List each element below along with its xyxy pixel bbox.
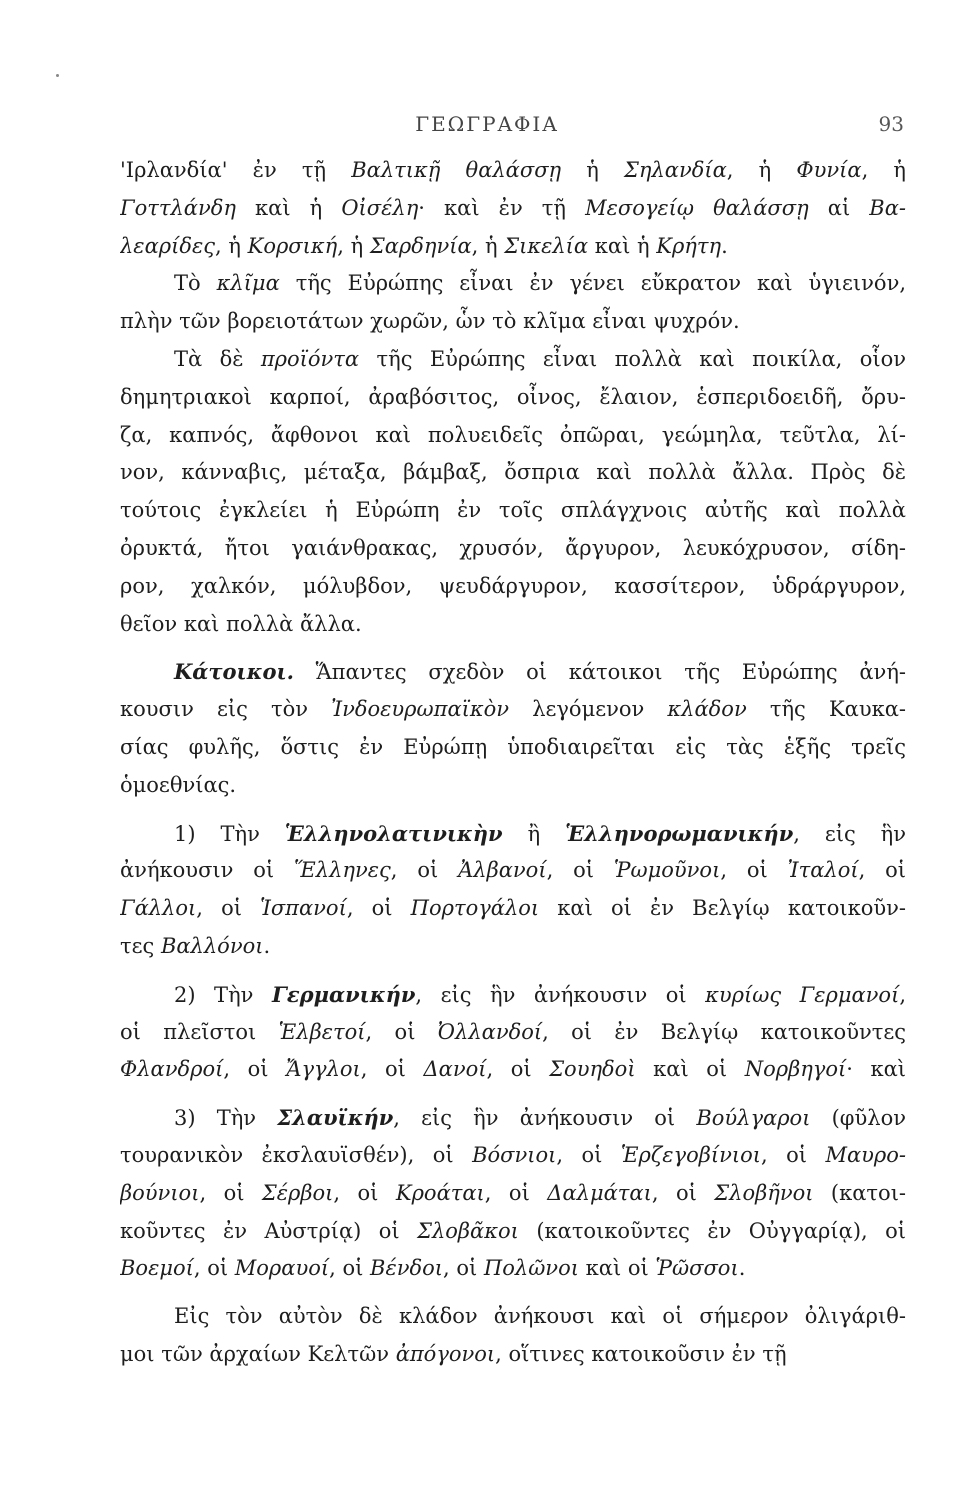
text-run: τούτοις ἐγκλείει ἡ Εὐρώπη ἐν τοῖς σπλάγχνοις αὐτῆς καὶ πολλὰ <box>120 498 906 523</box>
italic-run: Φλανδροί <box>120 1057 224 1082</box>
text-line <box>120 729 906 767</box>
text-line <box>120 852 906 890</box>
text-line <box>120 691 906 729</box>
italic-run: Ἄγγλοι <box>286 1057 361 1082</box>
italic-run: Γοττλάνδη <box>120 195 236 220</box>
italic-run: Φυνία <box>796 158 862 182</box>
text-run: , οἱ <box>199 1180 262 1205</box>
italic-run: Μεσογείῳ θαλάσσῃ <box>585 195 809 220</box>
text-run: οἱ πλεῖστοι <box>120 1019 279 1044</box>
text-run: νον, κάνναβις, μέταξα, βάμβαξ, ὄσπρια καὶ πολλὰ ἄλλα. Πρὸς δὲ <box>120 460 906 485</box>
text-run: , <box>899 982 906 1007</box>
text-line <box>120 265 906 303</box>
bold-italic-run: Κάτοικοι. <box>174 659 294 685</box>
text-line <box>120 228 906 266</box>
italic-run: Ἑρζεγοβίνιοι <box>620 1142 761 1167</box>
text-run: , εἰς ἣν ἀνήκουσιν οἱ <box>415 982 706 1007</box>
text-run: 'Ιρλανδία' ἐν τῇ <box>120 158 352 182</box>
text-run: , οἱ <box>223 1057 287 1082</box>
italic-run: Κροάται <box>395 1180 485 1205</box>
italic-run: Ἰνδοευρωπαϊκὸν <box>331 697 510 722</box>
italic-run: ἀπόγονοι <box>395 1341 496 1366</box>
text-run: καὶ οἱ <box>635 1057 745 1082</box>
italic-run: Γάλλοι <box>120 896 197 921</box>
italic-run: Ῥῶσσοι <box>655 1256 739 1281</box>
text-run: θεῖον καὶ πολλὰ ἄλλα. <box>120 611 362 636</box>
italic-run: Ὀλλανδοί <box>437 1019 543 1044</box>
italic-run: Σλοβῆνοι <box>714 1180 814 1205</box>
italic-run: κλάδον <box>667 697 747 722</box>
italic-run: Ἀλβανοί <box>458 858 547 883</box>
text-line <box>120 890 906 928</box>
italic-run: Σηλανδία <box>624 158 727 182</box>
text-line <box>120 1298 906 1336</box>
text-run: , οἱ <box>443 1256 484 1281</box>
text-run: λεγόμενον <box>509 697 668 722</box>
text-run: Τὰ δὲ <box>174 346 261 371</box>
text-line <box>120 1175 906 1213</box>
text-run: . <box>738 1256 746 1281</box>
italic-run: Ἰταλοί <box>787 858 859 883</box>
text-run: Εἰς τὸν αὐτὸν δὲ κλάδον ἀνήκουσι καὶ οἱ σήμερον ὀλιγάριθ- <box>174 1304 906 1329</box>
text-line <box>120 530 906 568</box>
text-run: (κατοικοῦντες ἐν Οὐγγαρίᾳ), οἱ <box>518 1218 906 1243</box>
italic-run: Βόσνιοι <box>472 1142 557 1167</box>
text-line <box>120 303 906 341</box>
text-line <box>120 1250 906 1288</box>
italic-run: Κρήτη <box>656 233 722 258</box>
text-run: , οἱ <box>196 896 261 921</box>
text-run: , ἡ <box>337 233 370 258</box>
text-run: , οἱ <box>346 896 411 921</box>
text-run: , εἰς ἣν <box>793 821 906 846</box>
italic-run: Οἰσέλη <box>341 195 419 220</box>
text-line <box>120 1051 906 1089</box>
line-gap <box>120 805 906 815</box>
text-run: τες <box>120 933 161 958</box>
text-line <box>120 492 906 530</box>
text-run: καὶ οἱ <box>578 1256 656 1281</box>
text-line <box>120 152 906 190</box>
text-run: · καὶ <box>846 1057 906 1082</box>
bold-italic-run: Γερμανικήν <box>271 981 416 1007</box>
text-run: 1) Τὴν <box>174 821 285 846</box>
text-line <box>120 341 906 379</box>
bold-italic-run: Ἑλληνορωμανικήν <box>565 820 794 846</box>
text-run: τῆς Καυκα- <box>746 697 906 722</box>
text-run: αἱ <box>808 195 870 220</box>
italic-run: Δανοί <box>423 1057 487 1082</box>
text-line <box>120 928 906 966</box>
text-run: , οἱ <box>858 858 906 883</box>
italic-run: κλῖμα <box>216 271 280 296</box>
text-line <box>120 1213 906 1251</box>
italic-run: Ἕλληνες <box>294 858 391 883</box>
text-line <box>120 568 906 606</box>
text-run: Ἅπαντες σχεδὸν οἱ κάτοικοι τῆς Εὐρώπης ἀνή- <box>293 660 906 685</box>
text-run: ἢ <box>502 821 566 846</box>
text-line <box>120 454 906 492</box>
italic-run: Σουηδοὶ <box>549 1057 636 1082</box>
italic-run: Βούλγαροι <box>696 1106 811 1131</box>
text-run: , οἱ <box>360 1057 424 1082</box>
italic-run: Βοεμοί <box>120 1256 194 1281</box>
text-run: πλὴν τῶν βορειοτάτων χωρῶν, ὧν τὸ κλῖμα εἶναι ψυχρόν. <box>120 309 740 334</box>
text-run: σίας φυλῆς, ὅστις ἐν Εὐρώπῃ ὑποδιαιρεῖται εἰς τὰς ἑξῆς τρεῖς <box>120 734 906 759</box>
text-run: · καὶ ἐν τῇ <box>418 195 586 220</box>
text-line <box>120 976 906 1014</box>
running-title: ΓΕΩΓΡΑΦΙΑ <box>415 112 559 136</box>
text-run: τῆς Εὐρώπης εἶναι ἐν γένει εὔκρατον καὶ ὑγιεινόν, <box>279 271 906 296</box>
text-run: ζα, καπνός, ἄφθονοι καὶ πολυειδεῖς ὀπῶραι, γεώμηλα, τεῦτλα, λί- <box>120 422 906 447</box>
running-head <box>0 112 974 142</box>
text-run: , οἱ ἐν Βελγίῳ κατοικοῦντες <box>542 1019 906 1044</box>
text-run: κοῦντες ἐν Αὐστρίᾳ) οἱ <box>120 1218 418 1243</box>
italic-run: Σικελία <box>504 233 589 258</box>
text-line <box>120 417 906 455</box>
italic-run: Πορτογάλοι <box>410 896 540 921</box>
text-run: 3) Τὴν <box>174 1106 278 1131</box>
italic-run: Νορβηγοί <box>744 1057 847 1082</box>
text-run: , οἱ <box>651 1180 715 1205</box>
text-run: ἡ <box>561 158 625 182</box>
line-gap <box>120 643 906 653</box>
text-run: καὶ ἡ <box>588 233 657 258</box>
text-line <box>120 1014 906 1052</box>
italic-run: Βα- <box>869 195 906 220</box>
text-run: καὶ ἡ <box>235 195 342 220</box>
line-gap <box>120 1089 906 1099</box>
italic-run: Πολῶνοι <box>483 1256 579 1281</box>
italic-run: βούνιοι <box>120 1180 200 1205</box>
text-run: δημητριακοὶ καρποί, ἀραβόσιτος, οἶνος, ἔλαιον, ἑσπεριδοειδῆ, ὄρυ- <box>120 384 906 409</box>
italic-run: προϊόντα <box>260 346 360 371</box>
italic-run: Σέρβοι <box>261 1180 334 1205</box>
bold-italic-run: Σλαυϊκήν <box>277 1105 394 1131</box>
text-line <box>120 1137 906 1175</box>
italic-run: Ῥωμοῦνοι <box>613 858 721 883</box>
text-line <box>120 606 906 644</box>
italic-run: Μοραυοί <box>234 1256 330 1281</box>
text-run: , οἵτινες κατοικοῦσιν ἐν τῇ <box>495 1341 787 1366</box>
text-run: , οἱ <box>486 1057 550 1082</box>
italic-run: Δαλμάται <box>547 1180 652 1205</box>
text-run: . <box>263 933 271 958</box>
text-run: , ἡ <box>215 233 248 258</box>
italic-run: λεαρίδες <box>120 233 216 258</box>
paper-speck <box>56 74 59 77</box>
line-gap <box>120 1288 906 1298</box>
text-run: , οἱ <box>556 1142 621 1167</box>
text-run: , ἡ <box>471 233 505 258</box>
text-run: 2) Τὴν <box>174 982 272 1007</box>
text-run: , οἱ <box>390 858 459 883</box>
text-run: , οἱ <box>760 1142 826 1167</box>
text-run: κουσιν εἰς τὸν <box>120 697 332 722</box>
italic-run: Σλοβᾶκοι <box>417 1218 519 1243</box>
text-line <box>120 767 906 805</box>
italic-run: Ἱσπανοί <box>260 896 347 921</box>
bold-italic-run: Ἑλληνολατινικὴν <box>284 820 503 846</box>
text-run: . <box>721 233 728 258</box>
text-run: ρον, χαλκόν, μόλυβδον, ψευδάργυρον, κασσίτερον, ὑδράργυρον, <box>120 573 906 598</box>
text-line <box>120 653 906 691</box>
italic-run: κυρίως Γερμανοί <box>705 982 900 1007</box>
text-run: καὶ οἱ ἐν Βελγίῳ κατοικοῦν- <box>539 896 906 921</box>
text-line <box>120 1099 906 1137</box>
text-run: ὀρυκτά, ἤτοι γαιάνθρακας, χρυσόν, ἄργυρον, λευκόχρυσον, σίδη- <box>120 535 906 560</box>
text-run: , οἱ <box>365 1019 438 1044</box>
text-run: ἀνήκουσιν οἱ <box>120 858 295 883</box>
text-line <box>120 190 906 228</box>
text-run: (φῦλον <box>810 1106 906 1131</box>
italic-run: Βένδοι <box>370 1256 444 1281</box>
text-run: , ἡ <box>726 158 797 182</box>
text-run: τῆς Εὐρώπης εἶναι πολλὰ καὶ ποικίλα, οἷον <box>359 346 906 371</box>
italic-run: Μαυρο- <box>825 1142 906 1167</box>
text-run: , ἡ <box>861 158 906 182</box>
italic-run: Κορσική <box>247 233 338 258</box>
line-gap <box>120 966 906 976</box>
text-run: , οἱ <box>546 858 614 883</box>
body-text <box>120 152 906 1374</box>
text-run: , οἱ <box>720 858 788 883</box>
text-run: (κατοι- <box>813 1180 906 1205</box>
text-run: μοι τῶν ἀρχαίων Κελτῶν <box>120 1341 396 1366</box>
text-run: τουρανικὸν ἐκσλαυϊσθέν), οἱ <box>120 1142 473 1167</box>
text-run: ὁμοεθνίας. <box>120 772 237 797</box>
text-run: , οἱ <box>329 1256 371 1281</box>
text-run: , οἱ <box>484 1180 548 1205</box>
italic-run: Ἑλβετοί <box>278 1019 366 1044</box>
text-line <box>120 379 906 417</box>
italic-run: Βαλτικῇ θαλάσσῃ <box>351 158 562 182</box>
text-run: Τὸ <box>174 271 217 296</box>
text-run: , οἱ <box>333 1180 396 1205</box>
text-line <box>120 815 906 853</box>
page-number: 93 <box>878 112 904 136</box>
text-run: , εἰς ἣν ἀνήκουσιν οἱ <box>393 1106 697 1131</box>
text-line <box>120 1336 906 1374</box>
text-run: , οἱ <box>193 1256 235 1281</box>
italic-run: Βαλλόνοι <box>160 933 264 958</box>
italic-run: Σαρδηνία <box>369 233 472 258</box>
